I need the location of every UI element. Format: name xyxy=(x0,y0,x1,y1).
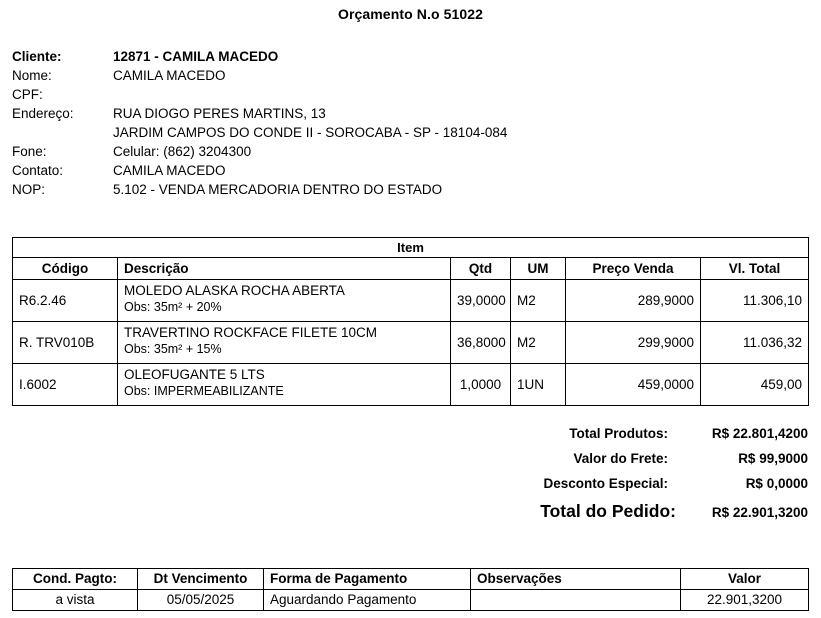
item-qtd: 1,0000 xyxy=(451,364,511,406)
page-title: Orçamento N.o 51022 xyxy=(337,6,484,22)
customer-value-contato: CAMILA MACEDO xyxy=(113,163,226,178)
customer-row-contato xyxy=(12,161,712,180)
items-table xyxy=(12,237,809,406)
payment-valor: 22.901,3200 xyxy=(681,590,809,611)
item-codigo: R. TRV010B xyxy=(13,322,118,364)
customer-label-endereco: Endereço: xyxy=(12,106,74,121)
customer-label-nop: NOP: xyxy=(12,182,46,197)
payment-table xyxy=(12,568,809,611)
item-qtd: 39,0000 xyxy=(451,280,511,322)
customer-label-fone: Fone: xyxy=(12,144,47,159)
payment-header-observacoes: Observações xyxy=(471,569,681,590)
customer-row-cpf xyxy=(12,85,712,104)
customer-value-cliente: 12871 - CAMILA MACEDO xyxy=(113,49,279,64)
customer-label-nome: Nome: xyxy=(12,68,52,83)
total-row-produtos xyxy=(430,426,808,451)
item-descricao-cell xyxy=(118,280,451,322)
total-produtos-label: Total Produtos: xyxy=(569,426,668,441)
item-descricao: MOLEDO ALASKA ROCHA ABERTA xyxy=(124,283,345,298)
items-header-descricao: Descrição xyxy=(118,258,451,280)
payment-cond-pagto: a vista xyxy=(13,590,138,611)
item-vl-total: 11.306,10 xyxy=(701,280,809,322)
customer-row-fone xyxy=(12,142,712,161)
customer-value-nome: CAMILA MACEDO xyxy=(113,68,226,83)
customer-value-fone: Celular: (862) 3204300 xyxy=(113,144,252,159)
item-um: M2 xyxy=(511,322,566,364)
customer-value-endereco: RUA DIOGO PERES MARTINS, 13 xyxy=(113,106,326,121)
payment-header-dt-vencimento: Dt Vencimento xyxy=(138,569,264,590)
item-descricao-cell xyxy=(118,322,451,364)
customer-info-block xyxy=(12,47,712,199)
items-table-band-row xyxy=(13,238,809,258)
customer-row-nome xyxy=(12,66,712,85)
payment-header-valor: Valor xyxy=(681,569,809,590)
item-qtd: 36,8000 xyxy=(451,322,511,364)
item-um: M2 xyxy=(511,280,566,322)
customer-row-nop xyxy=(12,180,712,199)
payment-header-cond-pagto: Cond. Pagto: xyxy=(13,569,138,590)
items-table-band-title: Item xyxy=(13,238,809,258)
items-header-qtd: Qtd xyxy=(451,258,511,280)
table-row xyxy=(13,590,809,611)
customer-value-nop: 5.102 - VENDA MERCADORIA DENTRO DO ESTADO xyxy=(113,182,443,197)
total-frete-value: R$ 99,9000 xyxy=(738,451,808,466)
customer-value-endereco-linha2: JARDIM CAMPOS DO CONDE II - SOROCABA - SP - 18104-084 xyxy=(113,125,508,140)
total-desconto-label: Desconto Especial: xyxy=(543,476,668,491)
table-row xyxy=(13,322,809,364)
total-row-desconto xyxy=(430,476,808,501)
item-vl-total: 459,00 xyxy=(701,364,809,406)
items-header-preco-venda: Preço Venda xyxy=(566,258,701,280)
item-descricao: OLEOFUGANTE 5 LTS xyxy=(124,367,265,382)
item-observacao: Obs: 35m² + 20% xyxy=(124,300,222,314)
customer-row-endereco xyxy=(12,104,712,123)
item-preco-venda: 289,9000 xyxy=(566,280,701,322)
item-preco-venda: 459,0000 xyxy=(566,364,701,406)
item-preco-venda: 299,9000 xyxy=(566,322,701,364)
items-header-vl-total: Vl. Total xyxy=(701,258,809,280)
payment-forma-pagamento: Aguardando Pagamento xyxy=(264,590,471,611)
items-header-codigo: Código xyxy=(13,258,118,280)
table-row xyxy=(13,280,809,322)
item-um: 1UN xyxy=(511,364,566,406)
total-pedido-label: Total do Pedido: xyxy=(540,501,676,521)
customer-row-cliente xyxy=(12,47,712,66)
table-row xyxy=(13,364,809,406)
payment-table-header-row xyxy=(13,569,809,590)
totals-block xyxy=(430,426,808,531)
items-header-um: UM xyxy=(511,258,566,280)
payment-dt-vencimento: 05/05/2025 xyxy=(138,590,264,611)
total-desconto-value: R$ 0,0000 xyxy=(745,476,808,491)
total-frete-label: Valor do Frete: xyxy=(573,451,668,466)
item-codigo: R6.2.46 xyxy=(13,280,118,322)
customer-label-cpf: CPF: xyxy=(12,87,43,102)
total-produtos-value: R$ 22.801,4200 xyxy=(711,426,808,441)
item-observacao: Obs: 35m² + 15% xyxy=(124,342,222,356)
items-table-header-row xyxy=(13,258,809,280)
customer-row-endereco-linha2 xyxy=(12,123,712,142)
payment-observacoes xyxy=(471,590,681,611)
total-row-frete xyxy=(430,451,808,476)
total-pedido-value: R$ 22.901,3200 xyxy=(711,505,808,520)
item-descricao: TRAVERTINO ROCKFACE FILETE 10CM xyxy=(124,325,378,340)
total-row-pedido xyxy=(430,501,808,531)
payment-header-forma-pagamento: Forma de Pagamento xyxy=(264,569,471,590)
customer-label-cliente: Cliente: xyxy=(12,49,62,64)
item-codigo: I.6002 xyxy=(13,364,118,406)
customer-label-contato: Contato: xyxy=(12,163,64,178)
item-vl-total: 11.036,32 xyxy=(701,322,809,364)
item-descricao-cell xyxy=(118,364,451,406)
item-observacao: Obs: IMPERMEABILIZANTE xyxy=(124,384,284,398)
